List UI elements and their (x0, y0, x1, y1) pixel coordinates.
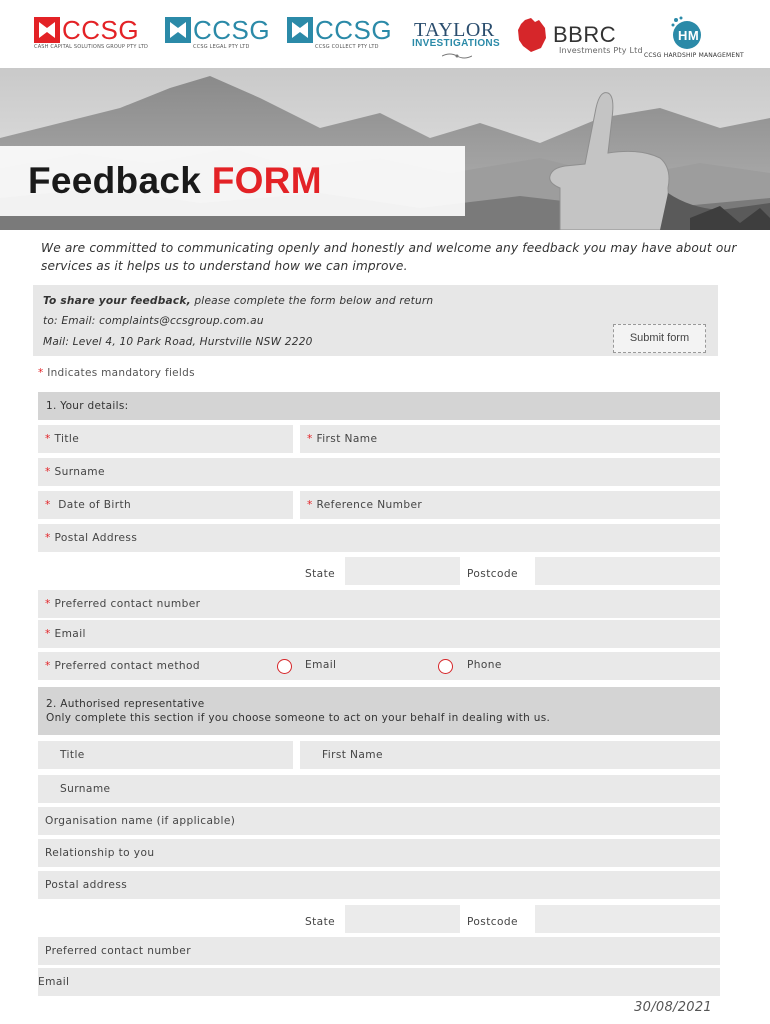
field-label: First Name (322, 749, 383, 761)
share-email: to: Email: complaints@ccsgroup.com.au (43, 315, 264, 327)
hardship-management-logo (640, 12, 750, 62)
taylor-investigations-logo (412, 20, 502, 64)
logo-caption: Investments Pty Ltd (559, 46, 643, 55)
field-label: Preferred contact method (54, 660, 200, 672)
date-of-birth-field[interactable] (38, 491, 293, 519)
required-asterisk: * (45, 660, 51, 672)
required-asterisk: * (45, 628, 51, 640)
field-label: Postal Address (54, 532, 138, 544)
field-label: Relationship to you (45, 847, 155, 859)
logo-caption: CCSG HARDSHIP MANAGEMENT (644, 52, 744, 59)
page-title (28, 160, 322, 202)
rep-organisation-field[interactable] (38, 807, 720, 835)
ccsg-legal-logo (165, 16, 275, 52)
field-label: Organisation name (if applicable) (45, 815, 236, 827)
postcode-label: Postcode (467, 568, 518, 580)
reference-number-field[interactable] (300, 491, 720, 519)
rep-title-field[interactable] (38, 741, 293, 769)
share-lead (43, 295, 433, 307)
logo-wordmark: BBRC (553, 22, 617, 47)
share-mail: Mail: Level 4, 10 Park Road, Hurstville NSW 2220 (43, 336, 313, 348)
field-label: Surname (60, 783, 111, 795)
first-name-field[interactable] (300, 425, 720, 453)
logo-wordmark: CCSG (62, 15, 140, 45)
mandatory-note (38, 367, 195, 379)
required-asterisk: * (45, 466, 51, 478)
logo-caption: CCSG COLLECT PTY LTD (315, 44, 379, 50)
section-2-subtitle: Only complete this section if you choose someone to act on your behalf in dealing with us. (46, 712, 551, 724)
contact-method-email-radio[interactable] (277, 659, 292, 674)
title-field[interactable] (38, 425, 293, 453)
contact-method-phone-label: Phone (467, 659, 502, 671)
required-asterisk: * (45, 532, 51, 544)
field-label: Email (38, 976, 70, 988)
share-lead-bold: To share your feedback, (43, 295, 191, 307)
document-date: 30/08/2021 (634, 1000, 712, 1015)
logo-strip (0, 0, 770, 68)
preferred-contact-number-field[interactable] (38, 590, 720, 618)
field-label: Preferred contact number (45, 945, 191, 957)
field-label: Date of Birth (58, 499, 132, 511)
logo-monogram: HM (678, 28, 700, 43)
postal-address-field[interactable] (38, 524, 720, 552)
required-asterisk: * (307, 499, 313, 511)
rep-contact-number-field[interactable] (38, 937, 720, 965)
submit-form-button[interactable]: Submit form (613, 324, 706, 353)
logo-wordmark: CCSG (315, 15, 393, 45)
field-label: Title (60, 749, 85, 761)
share-instructions-box (33, 285, 718, 356)
contact-method-phone-radio[interactable] (438, 659, 453, 674)
field-label: Email (54, 628, 86, 640)
field-label: Reference Number (316, 499, 423, 511)
rep-surname-field[interactable] (38, 775, 720, 803)
logo-wordmark: TAYLOR (414, 19, 495, 41)
logo-caption: CASH CAPITAL SOLUTIONS GROUP PTY LTD (34, 44, 149, 50)
field-label: Surname (54, 466, 105, 478)
mandatory-note-text: Indicates mandatory fields (47, 367, 195, 379)
logo-caption: CCSG LEGAL PTY LTD (193, 44, 250, 50)
surname-field[interactable] (38, 458, 720, 486)
field-label: First Name (316, 433, 378, 445)
australia-map-icon (517, 18, 547, 52)
ccsg-teal-mark-icon (287, 17, 313, 43)
section-2-heading (38, 687, 720, 735)
rep-postcode-input[interactable] (535, 905, 720, 933)
postcode-input[interactable] (535, 557, 720, 585)
state-label: State (305, 568, 336, 580)
required-asterisk: * (45, 433, 51, 445)
field-label: Postal address (45, 879, 128, 891)
ccsg-red-mark-icon (34, 17, 60, 43)
ccsg-collect-logo (287, 16, 397, 52)
email-field[interactable] (38, 620, 720, 648)
section-1-heading: 1. Your details: (38, 392, 720, 420)
bbrc-logo (517, 16, 643, 56)
rep-postcode-label: Postcode (467, 916, 518, 928)
rep-state-input[interactable] (345, 905, 460, 933)
rep-relationship-field[interactable] (38, 839, 720, 867)
intro-text: We are committed to communicating openly and honestly and welcome any feedback you may have about our services as it helps us to understand how we can improve. (41, 241, 737, 273)
ornament-icon (442, 52, 472, 60)
logo-wordmark-line2: INVESTIGATIONS (412, 38, 500, 49)
required-asterisk: * (45, 499, 51, 511)
section-2-title: 2. Authorised representative (46, 698, 205, 710)
rep-first-name-field[interactable] (300, 741, 720, 769)
title-part-feedback: Feedback (28, 160, 202, 201)
ccsg-logo (34, 16, 149, 52)
logo-wordmark: CCSG (193, 15, 271, 45)
rep-state-label: State (305, 916, 336, 928)
state-input[interactable] (345, 557, 460, 585)
required-asterisk: * (38, 367, 44, 379)
contact-method-email-label: Email (305, 659, 337, 671)
ccsg-teal-mark-icon (165, 17, 191, 43)
field-label: Preferred contact number (54, 598, 201, 610)
field-label: Title (54, 433, 80, 445)
share-lead-rest: please complete the form below and return (190, 295, 434, 307)
rep-postal-address-field[interactable] (38, 871, 720, 899)
title-part-form: FORM (211, 160, 322, 201)
required-asterisk: * (45, 598, 51, 610)
preferred-contact-method-row (38, 652, 720, 680)
required-asterisk: * (307, 433, 313, 445)
rep-email-field[interactable] (38, 968, 720, 996)
